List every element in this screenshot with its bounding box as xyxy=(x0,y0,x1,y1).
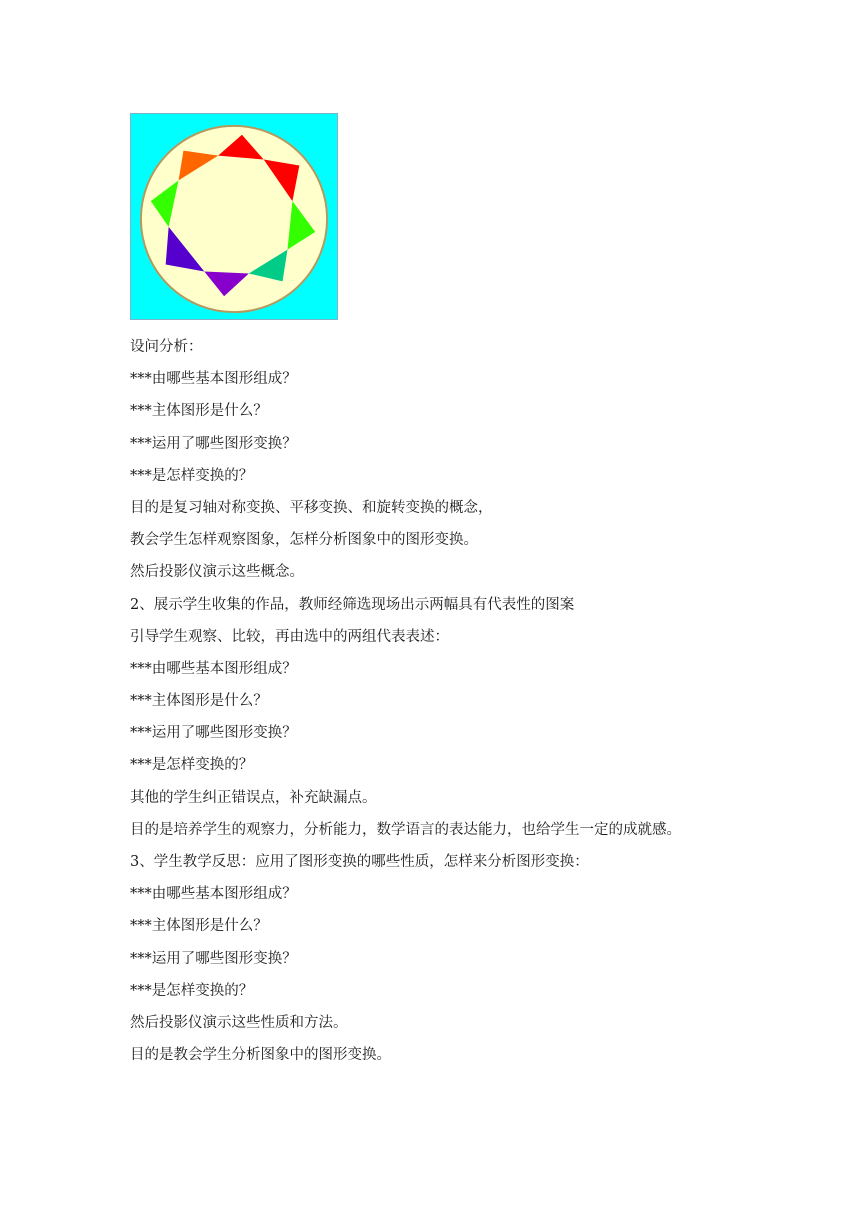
text-line: ***由哪些基本图形组成？ xyxy=(130,371,297,388)
text-line: 目的是复习轴对称变换、平移变换、和旋转变换的概念， xyxy=(130,499,493,516)
text-line: ***是怎样变换的？ xyxy=(130,757,254,774)
text-line: 3、学生教学反思：应用了图形变换的哪些性质，怎样来分析图形变换： xyxy=(130,854,589,870)
text-line: ***主体图形是什么？ xyxy=(130,693,268,710)
text-line: 2、展示学生收集的作品，教师经筛选现场出示两幅具有代表性的图案 xyxy=(130,596,575,613)
text-line: ***运用了哪些图形变换？ xyxy=(130,435,297,452)
text-line: ***由哪些基本图形组成？ xyxy=(130,886,297,903)
text-line: 引导学生观察、比较，再由选中的两组代表表述： xyxy=(130,628,449,645)
text-line: ***由哪些基本图形组成？ xyxy=(130,660,297,677)
text-line: 其他的学生纠正错误点，补充缺漏点。 xyxy=(130,789,377,806)
text-line: 教会学生怎样观察图象，怎样分析图象中的图形变换。 xyxy=(130,532,478,549)
text-line: 设问分析： xyxy=(130,339,203,355)
text-line: ***主体图形是什么？ xyxy=(130,403,268,420)
text-line: 然后投影仪演示这些性质和方法。 xyxy=(130,1014,348,1031)
octagon-star-pattern xyxy=(131,114,337,319)
text-line: 目的是培养学生的观察力，分析能力，数学语言的表达能力，也给学生一定的成就感。 xyxy=(130,821,681,838)
text-line: ***主体图形是什么？ xyxy=(130,918,268,935)
lesson-text xyxy=(130,335,820,1075)
text-line: 目的是教会学生分析图象中的图形变换。 xyxy=(130,1047,391,1064)
text-line: ***是怎样变换的？ xyxy=(130,982,254,999)
text-line: ***是怎样变换的？ xyxy=(130,467,254,484)
pattern-figure xyxy=(130,113,338,320)
text-line: ***运用了哪些图形变换？ xyxy=(130,725,297,742)
text-line: 然后投影仪演示这些概念。 xyxy=(130,564,304,581)
text-line: ***运用了哪些图形变换？ xyxy=(130,950,297,967)
